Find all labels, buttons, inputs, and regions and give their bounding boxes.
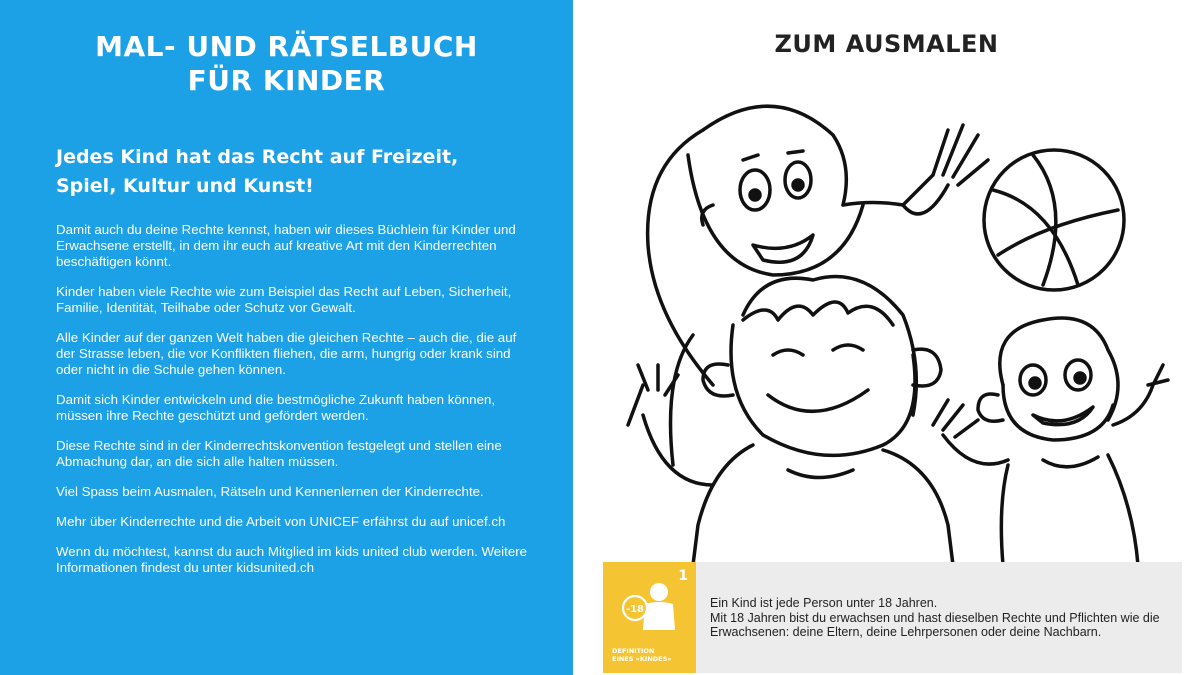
- paragraph: Viel Spass beim Ausmalen, Rätseln und Kennenlernen der Kinderrechte.: [56, 484, 484, 499]
- definition-text: [710, 596, 1170, 640]
- coloring-illustration: [603, 85, 1183, 565]
- definition-line-2: Mit 18 Jahren bist du erwachsen und hast dieselben Rechte und Pflichten wie die Erwachsenen: deine Eltern, deine Lehrpersonen oder deine Nachbarn.: [710, 610, 1160, 639]
- paragraph: Damit auch du deine Rechte kennst, haben wir dieses Büchlein für Kinder und Erwachsene erstellt, in dem ihr euch auf kreative Art mit den Kinderrechten beschäftigen könnt.: [56, 222, 516, 269]
- paragraph: Mehr über Kinderrechte und die Arbeit von UNICEF erfährst du auf unicef.ch: [56, 514, 506, 529]
- subtitle-line-2: Spiel, Kultur und Kunst!: [56, 175, 314, 197]
- badge-caption: [612, 647, 692, 663]
- ball-icon: [984, 150, 1124, 290]
- left-page: [0, 0, 573, 675]
- badge-caption-line-2: EINES «KINDES»: [612, 655, 672, 663]
- paragraph: Damit sich Kinder entwickeln und die bestmögliche Zukunft haben können, müssen ihre Rechte geschützt und gefördert werden.: [56, 392, 496, 423]
- paragraph: Kinder haben viele Rechte wie zum Beispiel das Recht auf Leben, Sicherheit, Familie, Identität, Teilhabe oder Schutz vor Gewalt.: [56, 284, 512, 315]
- child-rights-badge: [603, 562, 696, 673]
- person-under-18-icon: [613, 580, 687, 642]
- age-label: -18: [625, 604, 645, 615]
- subtitle-line-1: Jedes Kind hat das Recht auf Freizeit,: [56, 146, 459, 168]
- title-line-2: FÜR KINDER: [187, 64, 386, 97]
- paragraph: Alle Kinder auf der ganzen Welt haben die gleichen Rechte – auch die, die auf der Strasse leben, die vor Konflikten fliehen, die arm, hungrig oder krank sind oder nicht in die Schule gehen können.: [56, 330, 517, 377]
- subtitle: [56, 143, 536, 201]
- article-number: 1: [678, 568, 688, 584]
- intro-text: [56, 222, 536, 590]
- badge-caption-line-1: DEFINITION: [612, 647, 655, 655]
- page-title: [0, 30, 573, 98]
- coloring-title: ZUM AUSMALEN: [774, 30, 999, 58]
- paragraph: Diese Rechte sind in der Kinderrechtskonvention festgelegt und stellen eine Abmachung dar, an die sich alle halten müssen.: [56, 438, 502, 469]
- definition-line-1: Ein Kind ist jede Person unter 18 Jahren.: [710, 596, 938, 610]
- paragraph: Wenn du möchtest, kannst du auch Mitglied im kids united club werden. Weitere Informationen findest du unter kidsunited.ch: [56, 544, 528, 575]
- title-line-1: MAL- UND RÄTSELBUCH: [95, 30, 478, 63]
- boy-figure: [628, 277, 953, 565]
- small-boy-figure: [933, 318, 1168, 565]
